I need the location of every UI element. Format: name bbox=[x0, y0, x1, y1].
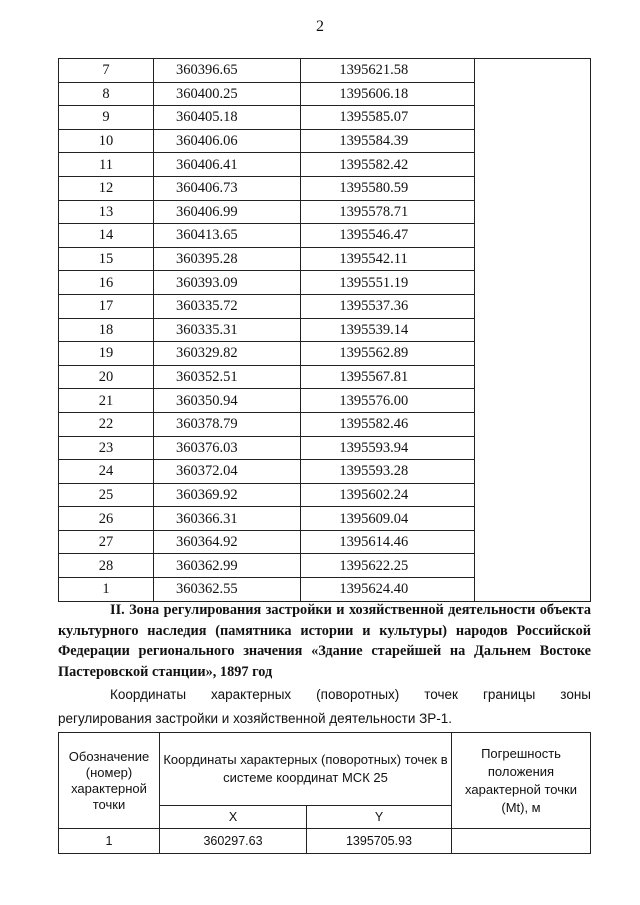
coord-y: 1395567.81 bbox=[301, 365, 475, 389]
point-number: 9 bbox=[59, 106, 154, 130]
header-y: Y bbox=[307, 806, 452, 829]
point-number: 20 bbox=[59, 365, 154, 389]
header-designation: Обозначение (номер) характерной точки bbox=[59, 733, 160, 829]
page-number: 2 bbox=[316, 18, 324, 35]
intro-word: характерных bbox=[211, 687, 292, 702]
coord-x: 360366.31 bbox=[154, 507, 301, 531]
coord-x: 360376.03 bbox=[154, 436, 301, 460]
coord-x: 360362.55 bbox=[154, 578, 301, 602]
header-error: Погрешность положения характерной точки (Mt), м bbox=[452, 733, 591, 829]
coord-x: 360406.41 bbox=[154, 153, 301, 177]
coord-y: 1395609.04 bbox=[301, 507, 475, 531]
point-number: 1 bbox=[59, 829, 160, 854]
coord-y: 1395584.39 bbox=[301, 129, 475, 153]
coord-y: 1395578.71 bbox=[301, 200, 475, 224]
coord-x: 360406.06 bbox=[154, 129, 301, 153]
coord-y: 1395562.89 bbox=[301, 342, 475, 366]
table-row bbox=[59, 829, 591, 854]
intro-line-1 bbox=[58, 683, 591, 707]
coord-y: 1395705.93 bbox=[307, 829, 452, 854]
coord-x: 360396.65 bbox=[154, 59, 301, 83]
coord-y: 1395602.24 bbox=[301, 483, 475, 507]
coord-y: 1395621.58 bbox=[301, 59, 475, 83]
coordinates-table-zr1-header bbox=[59, 733, 591, 829]
header-x: X bbox=[160, 806, 307, 829]
coord-y: 1395582.46 bbox=[301, 412, 475, 436]
point-number: 26 bbox=[59, 507, 154, 531]
table-row bbox=[59, 59, 591, 83]
point-number: 19 bbox=[59, 342, 154, 366]
point-number: 25 bbox=[59, 483, 154, 507]
coordinates-table-zr1 bbox=[58, 732, 591, 854]
intro-word: зоны bbox=[560, 687, 591, 702]
point-number: 21 bbox=[59, 389, 154, 413]
point-number: 24 bbox=[59, 460, 154, 484]
coord-x: 360405.18 bbox=[154, 106, 301, 130]
coord-x: 360406.99 bbox=[154, 200, 301, 224]
intro-line-2: регулирования застройки и хозяйственной деятельности ЗР-1. bbox=[58, 711, 453, 726]
coord-y: 1395606.18 bbox=[301, 82, 475, 106]
coord-y: 1395582.42 bbox=[301, 153, 475, 177]
coord-y: 1395624.40 bbox=[301, 578, 475, 602]
coord-x: 360406.73 bbox=[154, 176, 301, 200]
coord-x: 360329.82 bbox=[154, 342, 301, 366]
intro-word: (поворотных) bbox=[316, 687, 400, 702]
coord-y: 1395576.00 bbox=[301, 389, 475, 413]
intro-word: Координаты bbox=[110, 687, 187, 702]
point-number: 11 bbox=[59, 153, 154, 177]
coord-x: 360350.94 bbox=[154, 389, 301, 413]
coord-x: 360400.25 bbox=[154, 82, 301, 106]
coordinates-table-zone-1 bbox=[58, 58, 591, 602]
coord-y: 1395622.25 bbox=[301, 554, 475, 578]
intro-word: границы bbox=[482, 687, 536, 702]
coord-y: 1395542.11 bbox=[301, 247, 475, 271]
point-number: 1 bbox=[59, 578, 154, 602]
coord-x: 360362.99 bbox=[154, 554, 301, 578]
coord-x: 360393.09 bbox=[154, 271, 301, 295]
point-number: 17 bbox=[59, 294, 154, 318]
point-number: 7 bbox=[59, 59, 154, 83]
error-cell bbox=[475, 59, 591, 602]
point-number: 27 bbox=[59, 530, 154, 554]
coord-x: 360378.79 bbox=[154, 412, 301, 436]
coord-x: 360335.31 bbox=[154, 318, 301, 342]
coord-y: 1395546.47 bbox=[301, 224, 475, 248]
point-number: 13 bbox=[59, 200, 154, 224]
point-number: 10 bbox=[59, 129, 154, 153]
point-number: 15 bbox=[59, 247, 154, 271]
point-number: 18 bbox=[59, 318, 154, 342]
coord-x: 360335.72 bbox=[154, 294, 301, 318]
point-number: 12 bbox=[59, 176, 154, 200]
coord-y: 1395614.46 bbox=[301, 530, 475, 554]
error-cell bbox=[452, 829, 591, 854]
coord-x: 360372.04 bbox=[154, 460, 301, 484]
point-number: 8 bbox=[59, 82, 154, 106]
point-number: 28 bbox=[59, 554, 154, 578]
coord-y: 1395539.14 bbox=[301, 318, 475, 342]
coord-x: 360352.51 bbox=[154, 365, 301, 389]
coord-x: 360413.65 bbox=[154, 224, 301, 248]
coord-x: 360369.92 bbox=[154, 483, 301, 507]
point-number: 14 bbox=[59, 224, 154, 248]
coordinates-table-zr1-body bbox=[59, 829, 591, 854]
point-number: 22 bbox=[59, 412, 154, 436]
coord-x: 360297.63 bbox=[160, 829, 307, 854]
coord-x: 360395.28 bbox=[154, 247, 301, 271]
point-number: 23 bbox=[59, 436, 154, 460]
coordinates-table-body bbox=[59, 59, 591, 602]
coord-y: 1395551.19 bbox=[301, 271, 475, 295]
point-number: 16 bbox=[59, 271, 154, 295]
coord-y: 1395537.36 bbox=[301, 294, 475, 318]
header-coordinates: Координаты характерных (поворотных) точек в системе координат МСК 25 bbox=[160, 733, 452, 806]
intro-word: точек bbox=[424, 687, 458, 702]
coord-y: 1395580.59 bbox=[301, 176, 475, 200]
coord-x: 360364.92 bbox=[154, 530, 301, 554]
section-heading: II. Зона регулирования застройки и хозяйственной деятельности объекта культурного наследия (памятника истории и культуры) народов Российской Федерации регионального значения «Здание старейшей на Дальнем Востоке Пастеровской станции», 1897 год bbox=[58, 602, 591, 680]
intro-paragraph bbox=[58, 683, 591, 731]
coord-y: 1395585.07 bbox=[301, 106, 475, 130]
coord-y: 1395593.94 bbox=[301, 436, 475, 460]
coord-y: 1395593.28 bbox=[301, 460, 475, 484]
